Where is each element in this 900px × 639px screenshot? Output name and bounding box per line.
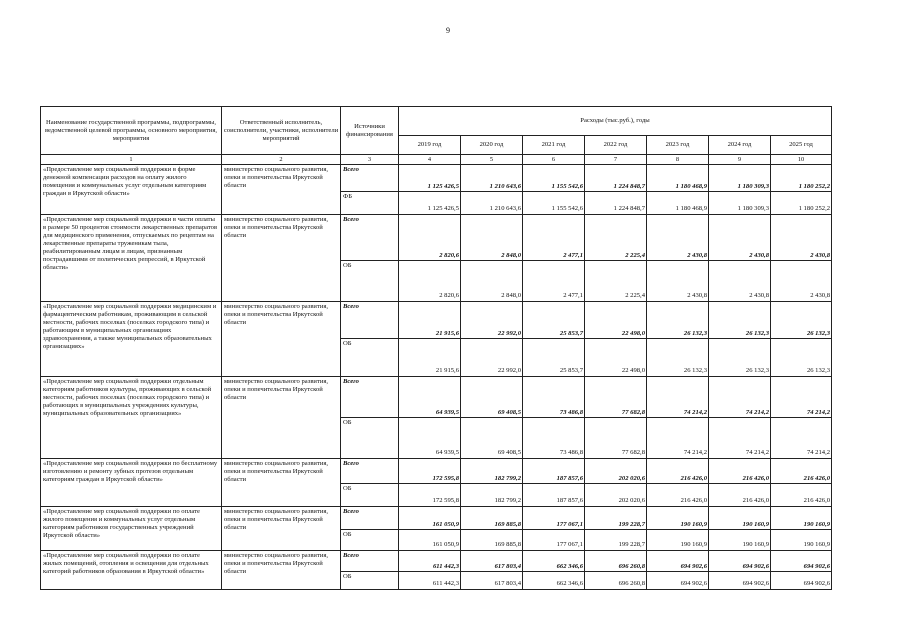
- expense-cell: [709, 551, 771, 590]
- total-value: 190 160,9: [709, 507, 770, 530]
- column-number: 9: [709, 155, 771, 165]
- total-value: 74 214,2: [709, 377, 770, 418]
- source-total: Всего: [341, 459, 398, 484]
- source-total: Всего: [341, 165, 398, 192]
- budget-value: 182 799,2: [494, 497, 521, 504]
- page-number: 9: [446, 26, 450, 35]
- column-number: 5: [461, 155, 523, 165]
- budget-value: 617 803,4: [494, 580, 521, 587]
- table-row: [41, 459, 832, 507]
- total-value: 1 180 468,9: [647, 165, 708, 192]
- total-value: 216 426,0: [709, 459, 770, 484]
- budget-value: 694 902,6: [803, 580, 831, 587]
- expense-cell: [523, 302, 585, 377]
- executor-cell: министерство социального развития, опеки и попечительства Иркутской области: [222, 551, 341, 590]
- total-value: 2 820,6: [399, 215, 460, 261]
- expense-cell: [461, 507, 523, 551]
- expense-cell: [399, 215, 461, 302]
- total-value: 182 799,2: [461, 459, 522, 484]
- total-value: 190 160,9: [647, 507, 708, 530]
- total-value: 169 885,8: [461, 507, 522, 530]
- column-number: 3: [341, 155, 399, 165]
- program-name-cell: «Предоставление мер социальной поддержки медицинским и фармацевтическим работникам, проживающим в сельской местности, рабочих поселках (поселках городского типа) и работающим в муниципальных организациях здравоохранения, а также муниципальных образовательных организациях»: [41, 302, 222, 377]
- expense-cell: [585, 507, 647, 551]
- budget-value: 177 067,1: [556, 541, 583, 548]
- budget-value: 169 885,8: [494, 541, 521, 548]
- header-funding-source: Источники финансирования: [341, 107, 399, 155]
- expense-cell: [523, 459, 585, 507]
- executor-cell: министерство социального развития, опеки и попечительства Иркутской области: [222, 377, 341, 459]
- budget-value: 694 902,6: [742, 580, 769, 587]
- header-year: 2022 год: [585, 136, 647, 155]
- budget-value: 21 915,6: [435, 367, 459, 374]
- program-name-cell: «Предоставление мер социальной поддержки отдельным категориям работников культуры, проживающих в сельской местности, рабочих поселках (поселках городского типа) и работающих в муниципальных учреждениях культуры, муниципальных образовательных организациях»: [41, 377, 222, 459]
- expense-cell: [399, 507, 461, 551]
- budget-value: 2 477,1: [563, 292, 583, 299]
- total-value: 617 803,4: [461, 551, 522, 572]
- executor-cell: министерство социального развития, опеки и попечительства Иркутской области: [222, 215, 341, 302]
- budget-value: 2 430,8: [749, 292, 769, 299]
- header-year: 2025 год: [771, 136, 832, 155]
- expenses-table: [40, 106, 832, 590]
- total-value: 1 155 542,6: [523, 165, 584, 192]
- total-value: 2 430,8: [647, 215, 708, 261]
- program-name-cell: «Предоставление мер социальной поддержки в форме денежной компенсации расходов на оплату жилого помещения и коммунальных услуг отдельным категориям граждан в Иркутской области»: [41, 165, 222, 215]
- column-number: 1: [41, 155, 222, 165]
- budget-value: 26 132,3: [745, 367, 769, 374]
- expense-cell: [461, 377, 523, 459]
- total-value: 73 486,8: [523, 377, 584, 418]
- table-row: [41, 302, 832, 377]
- expense-cell: [461, 551, 523, 590]
- budget-value: 1 155 542,6: [551, 205, 583, 212]
- expense-cell: [523, 507, 585, 551]
- total-value: 190 160,9: [771, 507, 831, 530]
- expense-cell: [585, 215, 647, 302]
- table-row: [41, 377, 832, 459]
- total-value: 64 939,5: [399, 377, 460, 418]
- expense-cell: [461, 165, 523, 215]
- total-value: 21 915,6: [399, 302, 460, 339]
- source-budget: ОБ: [343, 573, 352, 580]
- budget-value: 74 214,2: [683, 449, 707, 456]
- total-value: 2 430,8: [709, 215, 770, 261]
- table-row: [41, 507, 832, 551]
- budget-value: 216 426,0: [742, 497, 769, 504]
- total-value: 611 442,3: [399, 551, 460, 572]
- budget-value: 1 224 848,7: [613, 205, 645, 212]
- column-number: 10: [771, 155, 832, 165]
- total-value: 177 067,1: [523, 507, 584, 530]
- funding-source-cell: [341, 459, 399, 507]
- source-budget: ОБ: [343, 262, 352, 269]
- program-name-cell: «Предоставление мер социальной поддержки по оплате жилого помещения и коммунальных услуг отдельным категориям работников государственных учреждений Иркутской области»: [41, 507, 222, 551]
- total-value: 74 214,2: [647, 377, 708, 418]
- total-value: 694 902,6: [709, 551, 770, 572]
- total-value: 26 132,3: [647, 302, 708, 339]
- total-value: 2 848,0: [461, 215, 522, 261]
- header-year: 2023 год: [647, 136, 709, 155]
- funding-source-cell: [341, 377, 399, 459]
- expense-cell: [709, 377, 771, 459]
- budget-value: 74 214,2: [806, 449, 831, 456]
- expense-cell: [399, 551, 461, 590]
- budget-value: 190 160,9: [803, 541, 831, 548]
- expense-cell: [647, 215, 709, 302]
- expense-cell: [771, 377, 832, 459]
- expense-cell: [771, 215, 832, 302]
- expense-cell: [523, 551, 585, 590]
- budget-value: 172 595,8: [432, 497, 459, 504]
- budget-value: 64 939,5: [435, 449, 459, 456]
- funding-source-cell: [341, 165, 399, 215]
- budget-value: 190 160,9: [680, 541, 707, 548]
- source-total: Всего: [341, 302, 398, 339]
- budget-value: 696 260,8: [618, 580, 645, 587]
- budget-value: 1 125 426,5: [427, 205, 459, 212]
- total-value: 2 477,1: [523, 215, 584, 261]
- total-value: 161 050,9: [399, 507, 460, 530]
- expense-cell: [523, 377, 585, 459]
- expense-cell: [399, 459, 461, 507]
- program-name-cell: «Предоставление мер социальной поддержки по бесплатному изготовлению и ремонту зубных протезов отдельным категориям граждан в Иркутской области»: [41, 459, 222, 507]
- total-value: 172 595,8: [399, 459, 460, 484]
- total-value: 216 426,0: [771, 459, 831, 484]
- source-budget: ОБ: [343, 531, 352, 538]
- total-value: 202 020,6: [585, 459, 646, 484]
- expense-cell: [647, 165, 709, 215]
- expense-cell: [585, 459, 647, 507]
- expense-cell: [647, 507, 709, 551]
- budget-value: 694 902,6: [680, 580, 707, 587]
- column-number: 7: [585, 155, 647, 165]
- total-value: 662 346,6: [523, 551, 584, 572]
- source-budget: ОБ: [343, 419, 352, 426]
- total-value: 22 498,0: [585, 302, 646, 339]
- program-name-cell: «Предоставление мер социальной поддержки в части оплаты в размере 50 процентов стоимости лекарственных препаратов для медицинского применения, отпускаемых по рецептам на лекарственные препараты труженикам тыла, реабилитированным лицам и лицам, признанным пострадавшими от политических репрессий, в Иркутской области»: [41, 215, 222, 302]
- column-number: 8: [647, 155, 709, 165]
- source-total: Всего: [341, 551, 398, 572]
- header-program-name: Наименование государственной программы, подпрограммы, ведомственной целевой программы, основного мероприятия, мероприятия: [41, 107, 222, 155]
- source-budget: ОБ: [343, 340, 352, 347]
- program-name-cell: «Предоставление мер социальной поддержки по оплате жилых помещений, отопления и освещения для отдельных категорий работников образования в Иркутской области»: [41, 551, 222, 590]
- budget-value: 2 820,6: [439, 292, 459, 299]
- expense-cell: [461, 459, 523, 507]
- expense-cell: [585, 551, 647, 590]
- budget-value: 2 430,8: [687, 292, 707, 299]
- budget-value: 2 848,0: [501, 292, 521, 299]
- expense-cell: [709, 507, 771, 551]
- budget-value: 216 426,0: [803, 497, 831, 504]
- total-value: 1 180 252,2: [771, 165, 831, 192]
- executor-cell: министерство социального развития, опеки и попечительства Иркутской области: [222, 507, 341, 551]
- column-number: 6: [523, 155, 585, 165]
- column-number: 4: [399, 155, 461, 165]
- expense-cell: [647, 377, 709, 459]
- funding-source-cell: [341, 551, 399, 590]
- header-year: 2020 год: [461, 136, 523, 155]
- budget-value: 25 853,7: [559, 367, 583, 374]
- expense-cell: [647, 551, 709, 590]
- total-value: 694 902,6: [771, 551, 831, 572]
- budget-value: 662 346,6: [556, 580, 583, 587]
- expense-cell: [771, 302, 832, 377]
- expense-cell: [771, 165, 832, 215]
- budget-value: 161 050,9: [432, 541, 459, 548]
- expense-cell: [709, 165, 771, 215]
- expense-cell: [709, 215, 771, 302]
- budget-value: 2 430,8: [810, 292, 831, 299]
- column-number: 2: [222, 155, 341, 165]
- budget-value: 22 498,0: [621, 367, 645, 374]
- expense-cell: [771, 551, 832, 590]
- total-value: 2 225,4: [585, 215, 646, 261]
- budget-value: 199 228,7: [618, 541, 645, 548]
- total-value: 187 857,6: [523, 459, 584, 484]
- executor-cell: министерство социального развития, опеки и попечительства Иркутской области: [222, 165, 341, 215]
- budget-value: 1 210 643,6: [489, 205, 521, 212]
- source-total: Всего: [341, 507, 398, 530]
- total-value: 199 228,7: [585, 507, 646, 530]
- header-year: 2021 год: [523, 136, 585, 155]
- budget-value: 202 020,6: [618, 497, 645, 504]
- budget-value: 1 180 252,2: [798, 205, 831, 212]
- total-value: 25 853,7: [523, 302, 584, 339]
- budget-value: 216 426,0: [680, 497, 707, 504]
- expense-cell: [461, 302, 523, 377]
- expense-cell: [523, 215, 585, 302]
- budget-value: 69 408,5: [497, 449, 521, 456]
- header-expenses: Расходы (тыс.руб.), годы: [399, 107, 832, 136]
- expense-cell: [399, 302, 461, 377]
- total-value: 1 224 848,7: [585, 165, 646, 192]
- budget-value: 26 132,3: [806, 367, 831, 374]
- total-value: 77 682,8: [585, 377, 646, 418]
- budget-value: 77 682,8: [621, 449, 645, 456]
- total-value: 1 125 426,5: [399, 165, 460, 192]
- executor-cell: министерство социального развития, опеки и попечительства Иркутской области: [222, 459, 341, 507]
- budget-value: 190 160,9: [742, 541, 769, 548]
- budget-value: 26 132,3: [683, 367, 707, 374]
- header-executor: Ответственный исполнитель, соисполнители, участники, исполнители мероприятий: [222, 107, 341, 155]
- expense-cell: [585, 165, 647, 215]
- budget-value: 1 180 309,3: [737, 205, 769, 212]
- budget-value: 2 225,4: [625, 292, 645, 299]
- expense-cell: [771, 459, 832, 507]
- header-year: 2024 год: [709, 136, 771, 155]
- funding-source-cell: [341, 215, 399, 302]
- expense-cell: [585, 377, 647, 459]
- total-value: 74 214,2: [771, 377, 831, 418]
- total-value: 216 426,0: [647, 459, 708, 484]
- expense-cell: [771, 507, 832, 551]
- funding-source-cell: [341, 507, 399, 551]
- budget-value: 1 180 468,9: [675, 205, 707, 212]
- total-value: 26 132,3: [771, 302, 831, 339]
- budget-value: 187 857,6: [556, 497, 583, 504]
- expense-cell: [461, 215, 523, 302]
- table-row: [41, 551, 832, 590]
- expense-cell: [709, 459, 771, 507]
- table-row: [41, 215, 832, 302]
- expense-cell: [399, 165, 461, 215]
- executor-cell: министерство социального развития, опеки и попечительства Иркутской области: [222, 302, 341, 377]
- header-year: 2019 год: [399, 136, 461, 155]
- expense-cell: [399, 377, 461, 459]
- source-total: Всего: [341, 215, 398, 261]
- funding-source-cell: [341, 302, 399, 377]
- expense-cell: [647, 459, 709, 507]
- budget-value: 611 442,3: [432, 580, 459, 587]
- budget-value: 22 992,0: [497, 367, 521, 374]
- total-value: 694 902,6: [647, 551, 708, 572]
- budget-value: 73 486,8: [559, 449, 583, 456]
- source-budget: ФБ: [343, 193, 352, 200]
- total-value: 1 210 643,6: [461, 165, 522, 192]
- expense-cell: [585, 302, 647, 377]
- total-value: 69 408,5: [461, 377, 522, 418]
- table-row: [41, 165, 832, 215]
- total-value: 1 180 309,3: [709, 165, 770, 192]
- total-value: 2 430,8: [771, 215, 831, 261]
- total-value: 26 132,3: [709, 302, 770, 339]
- total-value: 22 992,0: [461, 302, 522, 339]
- expense-cell: [523, 165, 585, 215]
- total-value: 696 260,8: [585, 551, 646, 572]
- expense-cell: [709, 302, 771, 377]
- expense-cell: [647, 302, 709, 377]
- budget-value: 74 214,2: [745, 449, 769, 456]
- source-budget: ОБ: [343, 485, 352, 492]
- source-total: Всего: [341, 377, 398, 418]
